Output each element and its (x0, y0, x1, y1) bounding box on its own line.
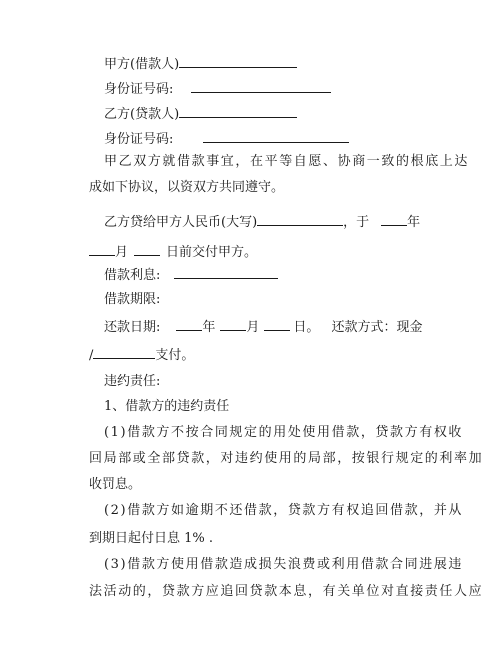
party-b-label: 乙方(贷款人) (104, 107, 180, 122)
party-a-row (104, 55, 297, 73)
id-label-b: 身份证号码: (104, 132, 174, 147)
party-b-blank (179, 105, 297, 118)
clause-1-line-3: 收罚息。 (89, 477, 142, 492)
breach-heading: 违约责任: (104, 374, 161, 389)
intro-line-2: 成如下协议，以资双方共同遵守。 (89, 180, 285, 195)
loan-amount-label: 乙方贷给甲方人民币(大写) (104, 215, 258, 230)
intro-line-1: 甲乙双方就借款事宜，在平等自愿、协商一致的根底上达 (104, 154, 470, 169)
clause-3-line-2: 法活动的，贷款方应追回贷款本息，有关单位对直接责任人应 (89, 584, 484, 599)
repay-method-label: 还款方式：现金 (331, 320, 423, 335)
repay-month-label: 月 (246, 320, 260, 335)
interest-blank (174, 266, 278, 279)
loan-date-prefix: ，于 (343, 215, 370, 230)
loan-day-blank (134, 243, 160, 256)
clause-1-line-2: 回局部或全部贷款，对违约使用的局部，按银行规定的利率加 (89, 451, 484, 466)
clause-2-line-2: 到期日起付日息 1% . (89, 531, 214, 546)
clause-1-line-1: (1)借款方不按合同规定的用处使用借款，贷款方有权收 (104, 425, 464, 440)
repay-year-label: 年 (202, 320, 216, 335)
party-b-id-blank (203, 130, 349, 143)
interest-label: 借款利息: (104, 268, 161, 283)
loan-month-label: 月 (115, 245, 129, 260)
loan-line-1 (104, 213, 420, 231)
id-label-a: 身份证号码: (104, 82, 174, 97)
repay-label: 还款日期: (104, 320, 161, 335)
breach-subheading: 1、借款方的违约责任 (104, 399, 230, 414)
loan-day-label: 日前交付甲方。 (166, 245, 258, 260)
repay-pay-label: 支付。 (155, 348, 195, 363)
clause-3-line-1: (3)借款方使用借款造成损失浪费或利用借款合同进展违 (104, 557, 464, 572)
repay-day-blank (264, 318, 290, 331)
clause-2-line-1: (2)借款方如逾期不还借款，贷款方有权追回借款，并从 (104, 503, 464, 518)
repay-day-label: 日。 (293, 320, 320, 335)
loan-year-label: 年 (407, 215, 421, 230)
loan-month-blank (89, 243, 115, 256)
repay-year-blank (176, 318, 202, 331)
term-label: 借款期限: (104, 292, 161, 307)
party-a-id-blank (191, 80, 331, 93)
repay-slash: / (89, 348, 94, 363)
repay-line-2 (89, 346, 194, 364)
repay-month-blank (220, 318, 246, 331)
loan-year-blank (381, 213, 407, 226)
party-a-id-row (104, 80, 331, 98)
party-b-id-row (104, 130, 349, 148)
loan-amount-blank (257, 213, 343, 226)
loan-line-2 (89, 243, 257, 261)
repay-line-1 (104, 318, 422, 336)
party-b-row (104, 105, 297, 123)
party-a-blank (179, 55, 297, 68)
repay-method-blank (93, 346, 155, 359)
interest-row (104, 266, 278, 284)
party-a-label: 甲方(借款人) (104, 57, 180, 72)
